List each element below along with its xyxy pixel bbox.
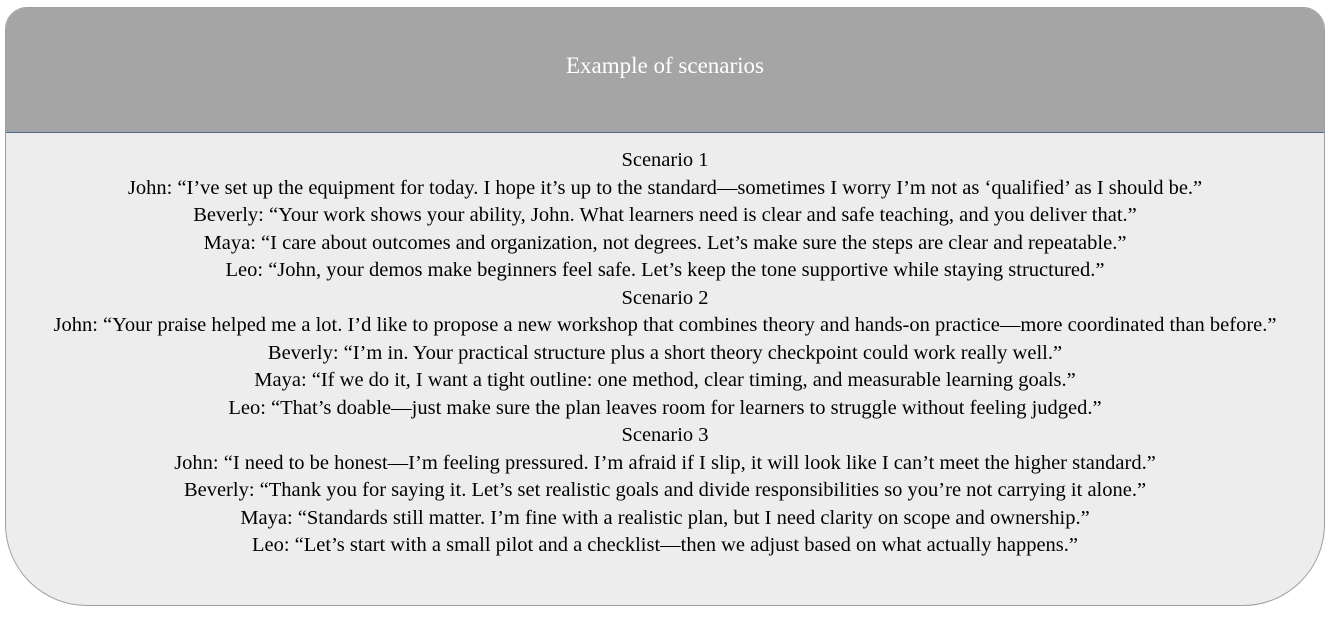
scenario-title: Scenario 1 [621, 149, 709, 171]
dialogue-line: John: “I need to be honest—I’m feeling pressured. I’m afraid if I slip, it will look like I can’t meet the higher standard.” [174, 451, 1156, 474]
dialogue-line: Leo: “Let’s start with a small pilot and a checklist—then we adjust based on what actually happens.” [251, 534, 1079, 556]
card-title: Example of scenarios [566, 53, 764, 78]
scenarios-card [5, 7, 1325, 606]
dialogue-line: Maya: “Standards still matter. I’m fine with a realistic plan, but I need clarity on scope and ownership.” [240, 506, 1090, 529]
scenario-title: Scenario 2 [621, 286, 709, 309]
scenario-3 [16, 422, 1314, 560]
scenario-2 [16, 285, 1314, 423]
scenario-1 [16, 147, 1314, 285]
card-header [6, 8, 1324, 133]
dialogue-line: Beverly: “Thank you for saying it. Let’s set realistic goals and divide responsibilities so you’re not carrying it alone.” [183, 479, 1147, 501]
card-body [6, 133, 1324, 560]
dialogue-line: Leo: “John, your demos make beginners feel safe. Let’s keep the tone supportive while staying structured.” [225, 259, 1105, 281]
dialogue-line: Maya: “I care about outcomes and organization, not degrees. Let’s make sure the steps are clear and repeatable.” [203, 231, 1127, 254]
dialogue-line: Leo: “That’s doable—just make sure the plan leaves room for learners to struggle without feeling judged.” [228, 396, 1102, 419]
dialogue-line: Maya: “If we do it, I want a tight outline: one method, clear timing, and measurable learning goals.” [254, 369, 1076, 391]
scenario-title: Scenario 3 [621, 424, 709, 446]
dialogue-line: Beverly: “I’m in. Your practical structure plus a short theory checkpoint could work really well.” [267, 341, 1063, 364]
dialogue-line: Beverly: “Your work shows your ability, John. What learners need is clear and safe teaching, and you deliver that.” [193, 204, 1137, 226]
dialogue-line: John: “Your praise helped me a lot. I’d like to propose a new workshop that combines theory and hands-on practice—more coordinated than before.” [53, 314, 1277, 336]
dialogue-line: John: “I’ve set up the equipment for today. I hope it’s up to the standard—sometimes I worry I’m not as ‘qualified’ as I should be.” [127, 176, 1203, 199]
